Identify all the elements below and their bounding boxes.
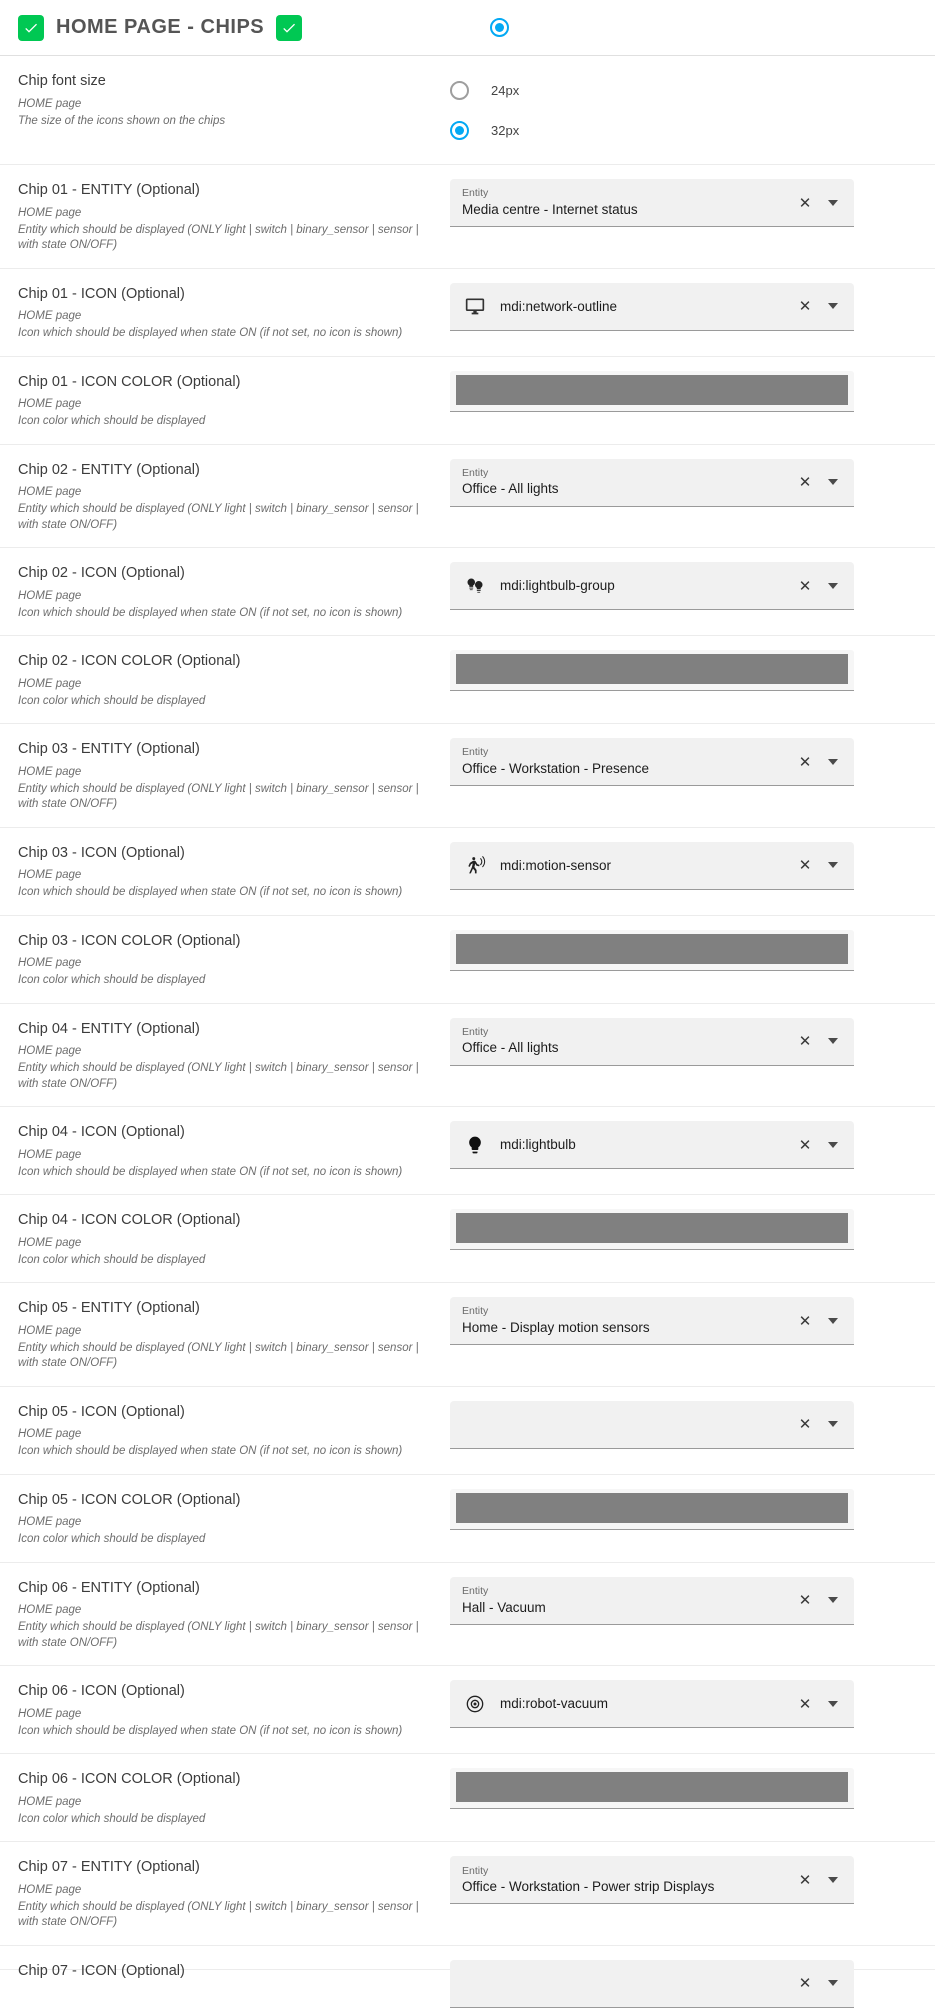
row-label-block — [18, 70, 432, 129]
field-float-label: Entity — [462, 1305, 489, 1318]
clear-icon[interactable]: ✕ — [798, 1871, 812, 1889]
setting-scope: HOME page — [18, 1604, 82, 1617]
row-chip-03-entity — [0, 724, 935, 828]
color-field[interactable] — [450, 1489, 854, 1530]
setting-scope: HOME page — [18, 1045, 82, 1058]
row-label-block — [18, 1209, 432, 1268]
header-checkbox-right[interactable] — [276, 15, 302, 41]
radio-option-32px[interactable] — [450, 110, 919, 150]
field-float-label: Entity — [462, 746, 489, 759]
field-value: mdi:motion-sensor — [500, 857, 612, 873]
setting-description: Icon color which should be displayed — [18, 694, 206, 707]
setting-label: Chip 07 - ENTITY (Optional) — [18, 1859, 200, 1876]
radio-32px-label: 32px — [491, 122, 520, 138]
setting-scope: HOME page — [18, 1516, 82, 1529]
row-control-block — [432, 842, 919, 890]
setting-description: Entity which should be displayed (ONLY light | switch | binary_sensor | sensor | with state ON/OFF) — [18, 503, 419, 531]
icon-field[interactable] — [450, 842, 854, 890]
row-label-block — [18, 1121, 432, 1180]
setting-description: Entity which should be displayed (ONLY light | switch | binary_sensor | sensor | with state ON/OFF) — [18, 1621, 419, 1649]
row-control-block — [432, 283, 919, 331]
row-chip-04-icon-color — [0, 1195, 935, 1283]
row-control-block — [432, 1297, 919, 1345]
field-actions — [792, 1028, 846, 1054]
robot-vacuum-icon — [462, 1694, 488, 1714]
setting-label: Chip 01 - ICON COLOR (Optional) — [18, 373, 241, 390]
header-radio[interactable] — [490, 18, 509, 37]
radio-option-24px[interactable] — [450, 70, 919, 110]
chevron-down-icon[interactable] — [820, 1970, 846, 1996]
clear-icon[interactable]: ✕ — [798, 753, 812, 771]
row-control-block — [432, 371, 919, 412]
row-label-block — [18, 738, 432, 813]
row-label-block — [18, 930, 432, 989]
color-swatch[interactable] — [456, 934, 848, 964]
setting-description: Entity which should be displayed (ONLY light | switch | binary_sensor | sensor | with state ON/OFF) — [18, 782, 419, 811]
chevron-down-icon[interactable] — [820, 1867, 846, 1893]
row-label-block — [18, 562, 432, 621]
row-chip-02-icon-color — [0, 636, 935, 724]
row-chip-07-entity — [0, 1842, 935, 1946]
setting-description: Icon color which should be displayed — [18, 1812, 206, 1825]
setting-description: Icon color which should be displayed — [18, 974, 206, 987]
setting-label: Chip 03 - ENTITY (Optional) — [18, 741, 200, 758]
color-swatch[interactable] — [456, 375, 848, 405]
chevron-down-icon[interactable] — [820, 573, 846, 599]
setting-label: Chip 06 - ENTITY (Optional) — [18, 1579, 200, 1596]
chevron-down-icon[interactable] — [820, 1132, 846, 1158]
row-control-block — [432, 1209, 919, 1250]
icon-field[interactable] — [450, 283, 854, 331]
field-value: Home - Display motion sensors — [462, 1320, 650, 1336]
row-control-block — [432, 1577, 919, 1625]
setting-label: Chip 04 - ICON COLOR (Optional) — [18, 1212, 241, 1229]
row-label-block — [18, 1680, 432, 1739]
setting-label: Chip font size — [18, 73, 106, 89]
setting-scope: HOME page — [18, 97, 82, 110]
row-chip-06-icon-color — [0, 1754, 935, 1842]
entity-field[interactable] — [450, 1577, 854, 1625]
monitor-icon — [462, 296, 488, 316]
setting-scope: HOME page — [18, 1428, 82, 1441]
chevron-down-icon[interactable] — [820, 469, 846, 495]
color-swatch[interactable] — [456, 1213, 848, 1243]
row-label-block — [18, 1489, 432, 1548]
lightbulb-icon — [462, 1135, 488, 1155]
section-header — [0, 0, 935, 56]
clear-icon[interactable]: ✕ — [798, 1592, 812, 1610]
row-control-block — [432, 562, 919, 610]
row-label-block — [18, 1856, 432, 1931]
setting-label: Chip 05 - ICON COLOR (Optional) — [18, 1491, 241, 1508]
setting-scope: HOME page — [18, 589, 82, 602]
entity-field[interactable] — [450, 459, 854, 507]
setting-label: Chip 02 - ENTITY (Optional) — [18, 461, 200, 478]
setting-description: Icon which should be displayed when state ON (if not set, no icon is shown) — [18, 1165, 403, 1178]
row-chip-06-entity — [0, 1563, 935, 1667]
setting-label: Chip 04 - ENTITY (Optional) — [18, 1020, 200, 1037]
setting-scope: HOME page — [18, 310, 82, 323]
row-chip-02-icon — [0, 548, 935, 636]
row-control-block — [432, 738, 919, 786]
row-control-block — [432, 1489, 919, 1530]
field-actions — [792, 293, 846, 319]
setting-label: Chip 07 - ICON (Optional) — [18, 1962, 185, 1979]
chevron-down-icon[interactable] — [820, 190, 846, 216]
setting-scope: HOME page — [18, 1324, 82, 1337]
field-actions — [792, 1587, 846, 1613]
field-value: Office - Workstation - Power strip Displays — [462, 1879, 715, 1895]
clear-icon[interactable]: ✕ — [798, 1695, 812, 1713]
setting-description: The size of the icons shown on the chips — [18, 114, 226, 127]
clear-icon[interactable]: ✕ — [798, 474, 812, 492]
setting-scope: HOME page — [18, 869, 82, 882]
row-chip-06-icon — [0, 1666, 935, 1754]
entity-field[interactable] — [450, 1297, 854, 1345]
color-field[interactable] — [450, 371, 854, 412]
row-label-block — [18, 1297, 432, 1372]
setting-scope: HOME page — [18, 206, 82, 219]
row-chip-05-entity — [0, 1283, 935, 1387]
field-actions — [792, 1970, 846, 1996]
field-actions — [792, 1132, 846, 1158]
setting-label: Chip 05 - ENTITY (Optional) — [18, 1300, 200, 1317]
setting-description: Icon color which should be displayed — [18, 1253, 206, 1266]
row-label-block — [18, 1401, 432, 1460]
setting-description: Entity which should be displayed (ONLY light | switch | binary_sensor | sensor | with state ON/OFF) — [18, 1900, 419, 1929]
chevron-down-icon[interactable] — [820, 1691, 846, 1717]
field-actions — [792, 573, 846, 599]
row-label-block — [18, 179, 432, 254]
field-float-label: Entity — [462, 1864, 489, 1877]
row-chip-01-icon-color — [0, 357, 935, 445]
field-actions — [792, 190, 846, 216]
row-control-block — [432, 1401, 919, 1449]
row-chip-05-icon-color — [0, 1475, 935, 1563]
field-float-label: Entity — [462, 1585, 489, 1598]
field-actions — [792, 1308, 846, 1334]
color-field[interactable] — [450, 930, 854, 971]
row-label-block — [18, 650, 432, 709]
row-chip-03-icon-color — [0, 916, 935, 1004]
field-value: mdi:lightbulb-group — [500, 578, 615, 594]
radio-24px[interactable] — [450, 81, 469, 100]
entity-field[interactable] — [450, 1018, 854, 1066]
radio-24px-label: 24px — [491, 82, 520, 98]
chevron-down-icon[interactable] — [820, 1587, 846, 1613]
color-swatch[interactable] — [456, 1772, 848, 1802]
chevron-down-icon[interactable] — [820, 852, 846, 878]
color-field[interactable] — [450, 650, 854, 691]
setting-scope: HOME page — [18, 1795, 82, 1808]
header-radio-wrap — [490, 18, 509, 37]
color-swatch[interactable] — [456, 654, 848, 684]
setting-scope: HOME page — [18, 1236, 82, 1249]
row-label-block — [18, 1768, 432, 1827]
setting-description: Icon which should be displayed when state ON (if not set, no icon is shown) — [18, 1724, 403, 1737]
row-chip-01-entity — [0, 165, 935, 269]
row-chip-04-entity — [0, 1004, 935, 1108]
row-control-block — [432, 179, 919, 227]
row-label-block — [18, 283, 432, 342]
setting-description: Icon color which should be displayed — [18, 415, 206, 428]
setting-label: Chip 05 - ICON (Optional) — [18, 1403, 185, 1420]
row-label-block — [18, 1018, 432, 1093]
row-control-block — [432, 1680, 919, 1728]
field-value: mdi:network-outline — [500, 298, 618, 314]
row-chip-01-icon — [0, 269, 935, 357]
entity-field[interactable] — [450, 1856, 854, 1904]
setting-description: Entity which should be displayed (ONLY light | switch | binary_sensor | sensor | with state ON/OFF) — [18, 1341, 419, 1370]
setting-label: Chip 02 - ICON COLOR (Optional) — [18, 653, 241, 670]
field-actions — [792, 469, 846, 495]
setting-scope: HOME page — [18, 486, 82, 499]
icon-field[interactable] — [450, 1401, 854, 1449]
clear-icon[interactable]: ✕ — [798, 194, 812, 212]
setting-label: Chip 04 - ICON (Optional) — [18, 1124, 185, 1141]
setting-scope: HOME page — [18, 398, 82, 411]
row-control-block — [432, 930, 919, 971]
setting-description: Icon which should be displayed when state ON (if not set, no icon is shown) — [18, 327, 403, 340]
setting-label: Chip 06 - ICON COLOR (Optional) — [18, 1771, 241, 1788]
row-control-block — [432, 1960, 919, 2008]
row-control-block — [432, 1121, 919, 1169]
row-chip-07-icon — [0, 1946, 935, 1993]
field-value: Office - All lights — [462, 481, 559, 497]
color-field[interactable] — [450, 1209, 854, 1250]
field-value: Media centre - Internet status — [462, 201, 638, 217]
setting-description: Icon color which should be displayed — [18, 1533, 206, 1546]
setting-description: Icon which should be displayed when state ON (if not set, no icon is shown) — [18, 886, 403, 899]
clear-icon[interactable]: ✕ — [798, 1033, 812, 1051]
icon-field[interactable] — [450, 562, 854, 610]
field-float-label: Entity — [462, 1025, 489, 1038]
row-label-block — [18, 371, 432, 430]
field-value: Office - All lights — [462, 1040, 559, 1056]
field-actions — [792, 1691, 846, 1717]
setting-label: Chip 03 - ICON (Optional) — [18, 844, 185, 861]
row-control-block — [432, 1018, 919, 1066]
clear-icon[interactable]: ✕ — [798, 1312, 812, 1330]
setting-label: Chip 06 - ICON (Optional) — [18, 1683, 185, 1700]
header-checkbox-left[interactable] — [18, 15, 44, 41]
setting-label: Chip 03 - ICON COLOR (Optional) — [18, 932, 241, 949]
row-chip-font-size — [0, 56, 935, 165]
clear-icon[interactable]: ✕ — [798, 1416, 812, 1434]
field-value: mdi:lightbulb — [500, 1137, 576, 1153]
setting-scope: HOME page — [18, 1883, 82, 1896]
chevron-down-icon[interactable] — [820, 293, 846, 319]
field-value: Hall - Vacuum — [462, 1599, 546, 1615]
setting-scope: HOME page — [18, 1707, 82, 1720]
setting-label: Chip 01 - ENTITY (Optional) — [18, 182, 200, 198]
setting-description: Icon which should be displayed when state ON (if not set, no icon is shown) — [18, 606, 403, 619]
clear-icon[interactable]: ✕ — [798, 298, 812, 316]
row-chip-03-icon — [0, 828, 935, 916]
clear-icon[interactable]: ✕ — [798, 577, 812, 595]
icon-field[interactable] — [450, 1960, 854, 2008]
chevron-down-icon[interactable] — [820, 1028, 846, 1054]
setting-scope: HOME page — [18, 677, 82, 690]
setting-scope: HOME page — [18, 765, 82, 778]
field-actions — [792, 852, 846, 878]
field-value: mdi:robot-vacuum — [500, 1696, 609, 1712]
icon-field[interactable] — [450, 1121, 854, 1169]
setting-label: Chip 01 - ICON (Optional) — [18, 285, 185, 302]
setting-description: Entity which should be displayed (ONLY light | switch | binary_sensor | sensor | with state ON/OFF) — [18, 1062, 419, 1090]
row-label-block — [18, 1577, 432, 1652]
row-chip-05-icon — [0, 1387, 935, 1475]
clear-icon[interactable]: ✕ — [798, 1136, 812, 1154]
color-swatch[interactable] — [456, 1493, 848, 1523]
field-float-label: Entity — [462, 187, 489, 200]
field-actions — [792, 749, 846, 775]
field-actions — [792, 1411, 846, 1437]
setting-scope: HOME page — [18, 957, 82, 970]
setting-scope: HOME page — [18, 1148, 82, 1161]
field-value: Office - Workstation - Presence — [462, 760, 650, 776]
icon-field[interactable] — [450, 1680, 854, 1728]
row-label-block — [18, 459, 432, 534]
field-float-label: Entity — [462, 466, 489, 479]
clear-icon[interactable]: ✕ — [798, 857, 812, 875]
row-control-block — [432, 650, 919, 691]
color-field[interactable] — [450, 1768, 854, 1809]
entity-field[interactable] — [450, 738, 854, 786]
row-control-block — [432, 459, 919, 507]
row-control-block — [432, 1856, 919, 1904]
row-label-block — [18, 842, 432, 901]
row-label-block — [18, 1960, 432, 1982]
row-chip-02-entity — [0, 445, 935, 549]
field-actions — [792, 1867, 846, 1893]
radio-32px[interactable] — [450, 121, 469, 140]
chevron-down-icon[interactable] — [820, 1411, 846, 1437]
motion-sensor-icon — [462, 855, 488, 875]
entity-field[interactable] — [450, 179, 854, 227]
clear-icon[interactable]: ✕ — [798, 1975, 812, 1993]
chevron-down-icon[interactable] — [820, 749, 846, 775]
setting-description: Entity which should be displayed (ONLY light | switch | binary_sensor | sensor | with state ON/OFF) — [18, 223, 419, 252]
chevron-down-icon[interactable] — [820, 1308, 846, 1334]
row-chip-04-icon — [0, 1107, 935, 1195]
page-title: HOME PAGE - CHIPS — [56, 16, 265, 38]
lightbulb-group-icon — [462, 576, 488, 596]
setting-description: Icon which should be displayed when state ON (if not set, no icon is shown) — [18, 1445, 403, 1458]
row-control-block — [432, 70, 919, 150]
setting-label: Chip 02 - ICON (Optional) — [18, 565, 185, 582]
row-control-block — [432, 1768, 919, 1809]
